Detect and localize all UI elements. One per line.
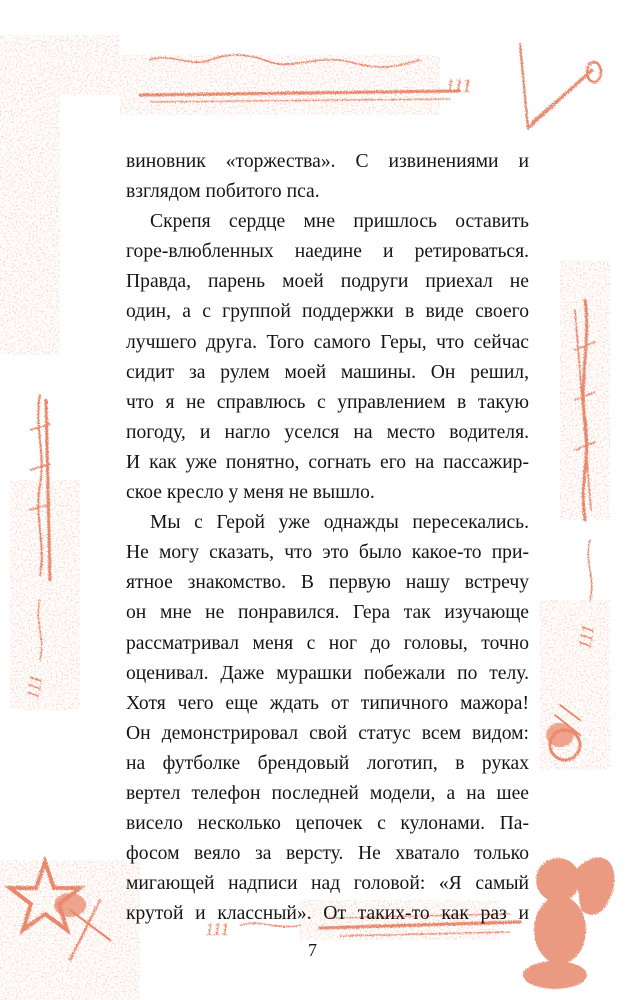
svg-text:111: 111 (445, 75, 473, 97)
text-line: рассматривал меня с ног до головы, точно (126, 632, 529, 654)
text-line: на футболке брендовый логотип, в руках (126, 752, 529, 774)
text-line: взглядом побитого пса. (126, 181, 320, 203)
svg-text:111: 111 (574, 623, 599, 651)
safety-pin-icon (520, 44, 601, 128)
text-line: виновник «торжества». С извинениями и (126, 151, 529, 172)
svg-text:111: 111 (22, 673, 47, 701)
text-line: Он демонстрировал свой статус всем видом: (126, 722, 529, 744)
text-line: И как уже понятно, согнать его на пассажир- (126, 451, 529, 473)
text-line: один, а с группой поддержки в виде своего (126, 301, 529, 323)
text-line: горе-влюбленных наедине и ретироваться. (126, 241, 529, 263)
text-line: Скрепя сердце мне пришлось оставить (150, 211, 529, 233)
text-line: ятное знакомство. В первую нашу встречу (126, 572, 529, 594)
text-line: Мы с Герой уже однажды пересекались. (150, 512, 529, 534)
page-number: 7 (308, 940, 317, 960)
svg-text:111: 111 (205, 919, 230, 939)
text-line: сидит за рулем моей машины. Он решил, (126, 361, 529, 383)
text-line: что я не справлюсь с управлением в такую (126, 391, 529, 413)
cupid-icon (523, 857, 614, 989)
text-line: Хотя чего еще ждать от типичного мажора! (126, 692, 529, 714)
text-line: лучшего друга. Того самого Геры, что сейчас (126, 331, 529, 353)
text-line: Правда, парень моей подруги приехал не (126, 271, 529, 293)
text-line: он мне не понравился. Гера так изучающе (126, 602, 529, 624)
text-line: оценивал. Даже мурашки побежали по телу. (126, 662, 529, 684)
text-line: погоду, и нагло уселся на место водителя. (126, 421, 529, 443)
page-body-text (126, 147, 529, 929)
text-line: ское кресло у меня не вышло. (126, 482, 375, 504)
text-line: фосом веяло за версту. Не хватало только (126, 843, 529, 865)
text-line: мигающей надписи над головой: «Я самый (126, 873, 529, 895)
text-line: висело несколько цепочек с кулонами. Па- (126, 813, 529, 835)
text-line: вертел телефон последней модели, а на шее (126, 782, 529, 804)
text-line: крутой и классный». От таких-то как раз и (126, 903, 529, 925)
text-line: Не могу сказать, что это было какое-то при- (126, 542, 529, 564)
